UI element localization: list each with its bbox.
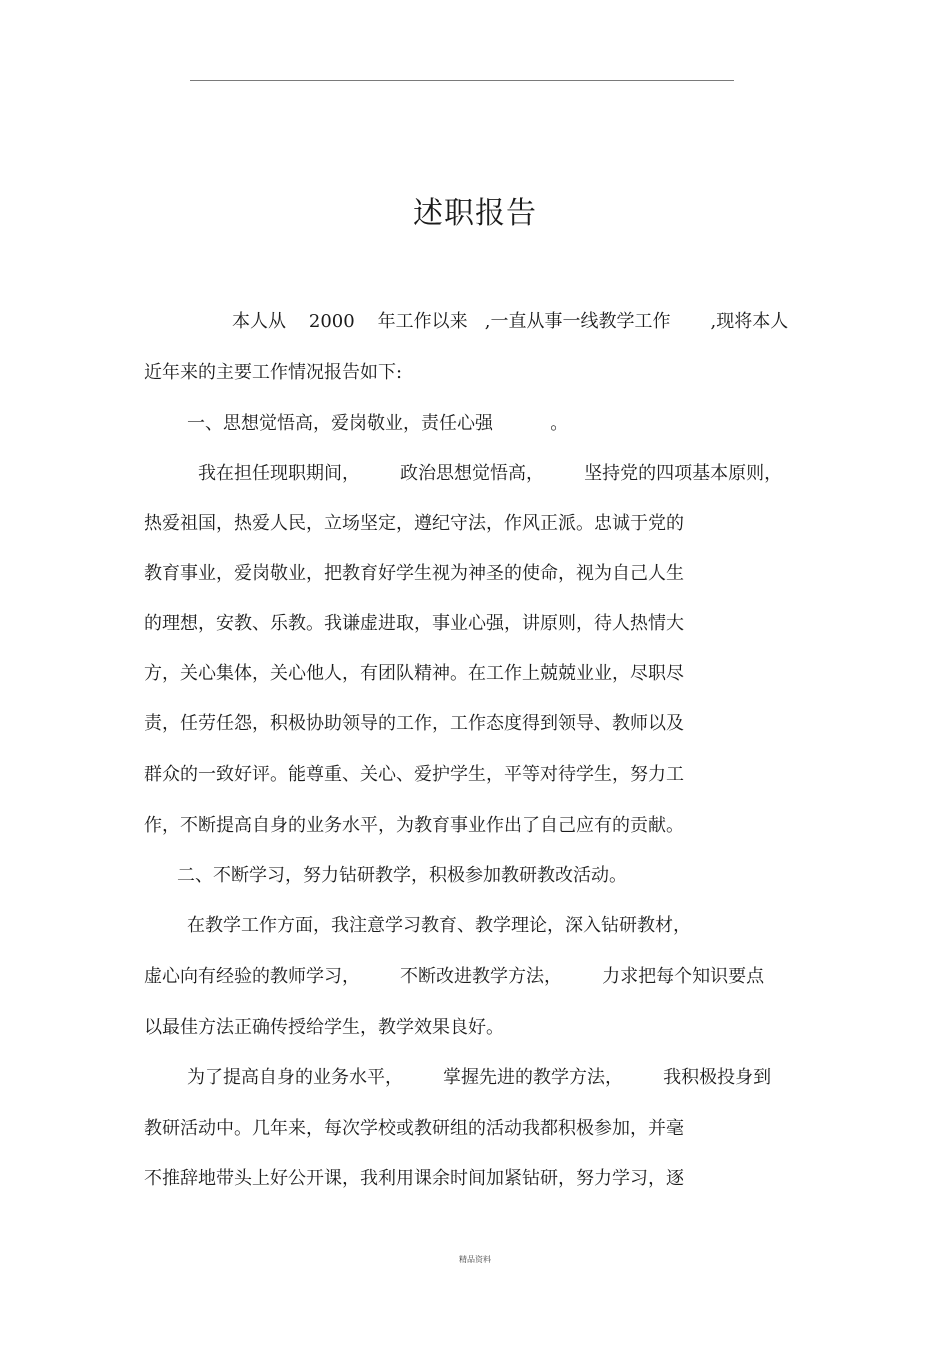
- text-line-14: 虚心向有经验的教师学习， 不断改进教学方法， 力求把每个知识要点: [144, 966, 765, 987]
- page-footer: 精品资料: [459, 1255, 491, 1264]
- document-title: 述职报告: [413, 196, 537, 231]
- text-line-4: 我在担任现职期间， 政治思想觉悟高， 坚持党的四项基本原则，: [198, 463, 783, 484]
- text-line-9: 责，任劳任怨，积极协助领导的工作，工作态度得到领导、教师以及: [144, 713, 684, 734]
- text-line-13: 在教学工作方面，我注意学习教育、教学理论，深入钻研教材，: [187, 915, 691, 936]
- text-line-8: 方，关心集体，关心他人，有团队精神。在工作上兢兢业业，尽职尽: [144, 663, 684, 684]
- text-line-11: 作，不断提高自身的业务水平，为教育事业作出了自己应有的贡献。: [144, 815, 684, 836]
- text-line-18: 不推辞地带头上好公开课，我利用课余时间加紧钻研，努力学习，逐: [144, 1168, 684, 1189]
- text-line-2: 近年来的主要工作情况报告如下:: [144, 362, 403, 383]
- text-line-1: 本人从 2000 年工作以来 ,一直从事一线教学工作 ,现将本人: [232, 311, 789, 332]
- header-rule: [190, 80, 734, 81]
- text-line-5: 热爱祖国，热爱人民，立场坚定，遵纪守法，作风正派。忠诚于党的: [144, 513, 684, 534]
- text-line-7: 的理想，安教、乐教。我谦虚进取，事业心强，讲原则，待人热情大: [144, 613, 684, 634]
- text-line-6: 教育事业，爱岗敬业，把教育好学生视为神圣的使命，视为自己人生: [144, 563, 684, 584]
- section-heading-2: 二、不断学习，努力钻研教学，积极参加教研教改活动。: [177, 865, 627, 886]
- section-heading-1: 一、思想觉悟高，爱岗敬业，责任心强 。: [187, 413, 569, 434]
- text-line-16: 为了提高自身的业务水平， 掌握先进的教学方法， 我积极投身到: [187, 1067, 772, 1088]
- text-line-17: 教研活动中。几年来，每次学校或教研组的活动我都积极参加，并毫: [144, 1118, 684, 1139]
- text-line-10: 群众的一致好评。能尊重、关心、爱护学生，平等对待学生，努力工: [144, 764, 684, 785]
- text-line-15: 以最佳方法正确传授给学生，教学效果良好。: [144, 1017, 504, 1038]
